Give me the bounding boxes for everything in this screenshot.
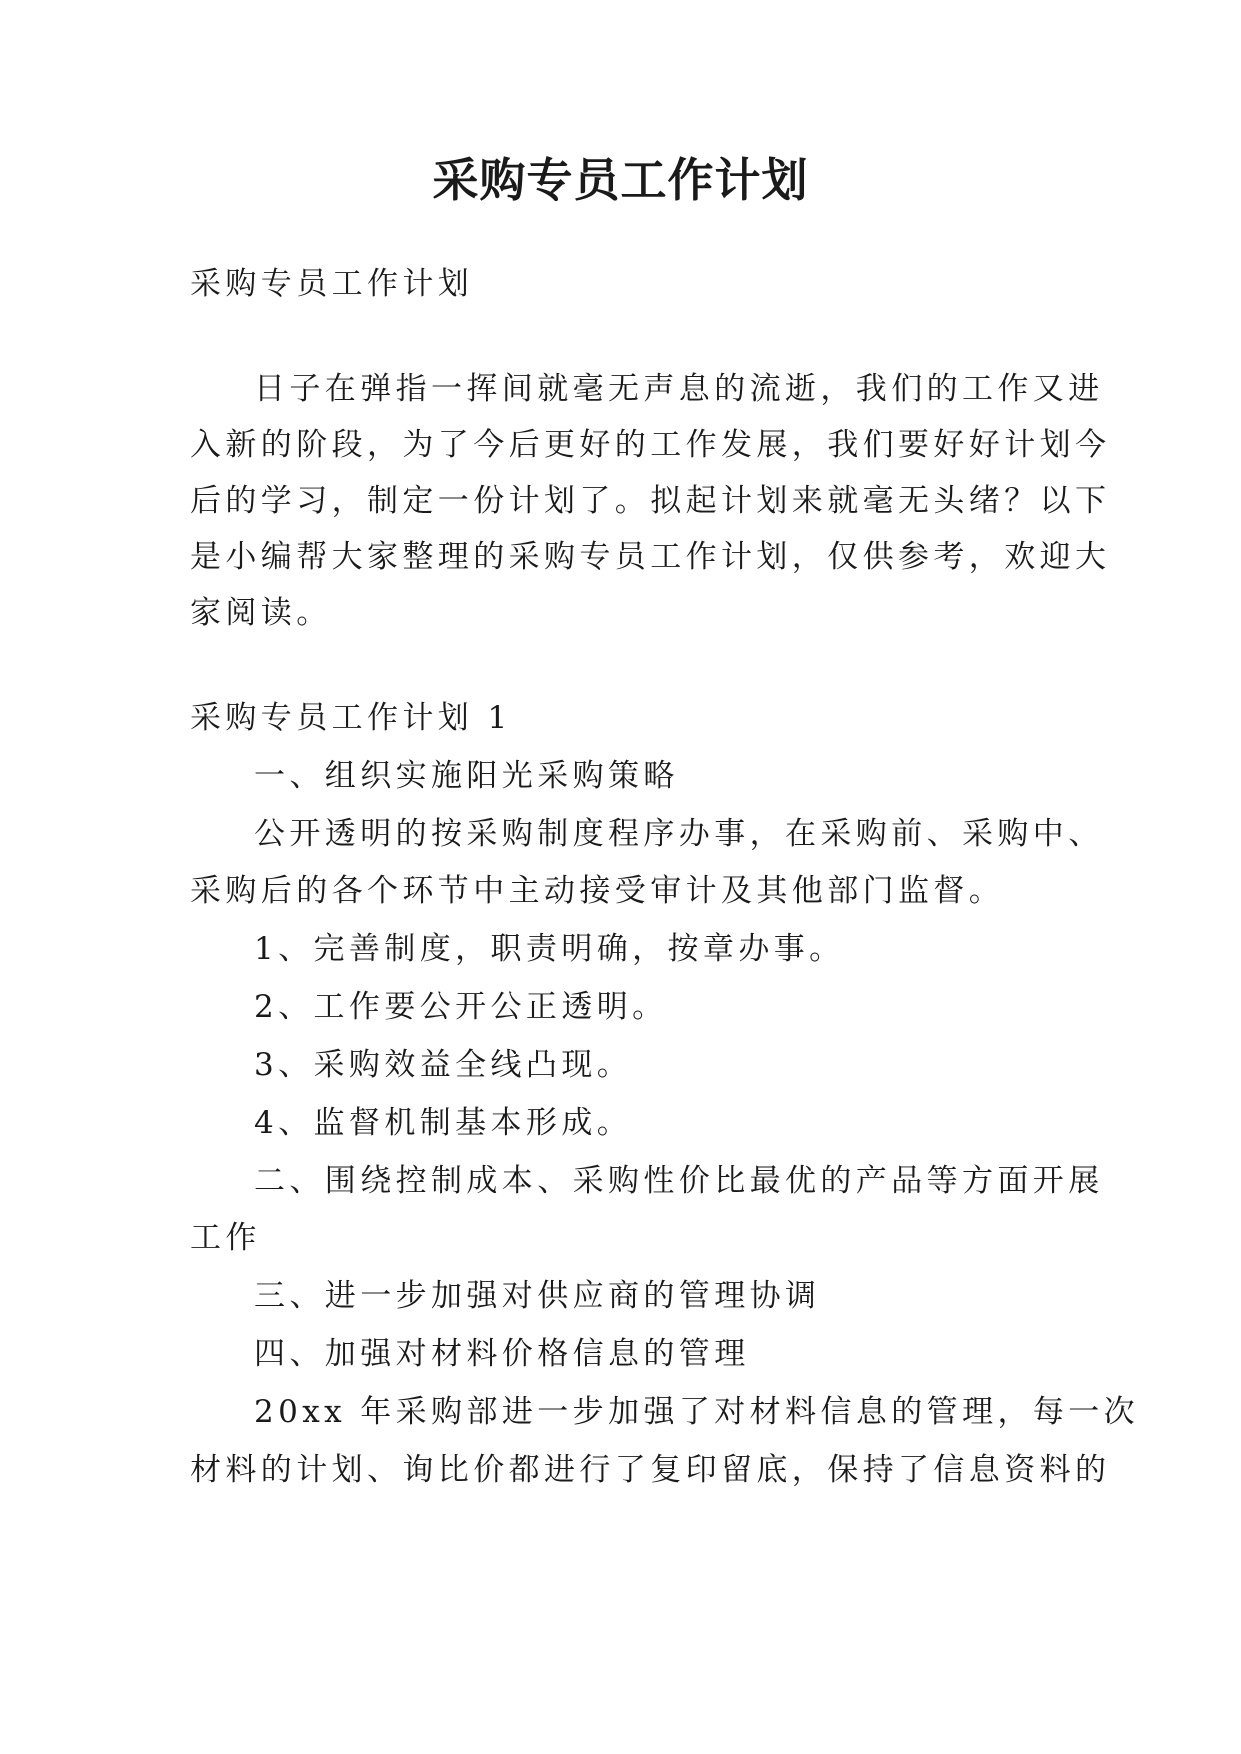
body-line-12: 20xx 年采购部进一步加强了对材料信息的管理，每一次 (254, 1394, 1140, 1430)
intro-line-1: 日子在弹指一挥间就毫无声息的流逝，我们的工作又进 (254, 371, 1104, 407)
document-subtitle: 采购专员工作计划 (190, 266, 474, 302)
body-line-10: 三、进一步加强对供应商的管理协调 (254, 1278, 821, 1314)
section-heading: 采购专员工作计划 1 (190, 700, 512, 736)
intro-line-5: 家阅读。 (190, 595, 332, 631)
body-line-11: 四、加强对材料价格信息的管理 (254, 1336, 750, 1372)
body-line-7: 4、监督机制基本形成。 (254, 1105, 633, 1141)
body-line-2: 公开透明的按采购制度程序办事，在采购前、采购中、 (254, 816, 1104, 852)
intro-line-3: 后的学习，制定一份计划了。拟起计划来就毫无头绪？以下 (190, 483, 1111, 519)
body-line-4: 1、完善制度，职责明确，按章办事。 (254, 931, 845, 967)
body-line-9: 工作 (190, 1220, 261, 1256)
body-line-1: 一、组织实施阳光采购策略 (254, 758, 679, 794)
body-line-5: 2、工作要公开公正透明。 (254, 989, 668, 1025)
body-line-13: 材料的计划、询比价都进行了复印留底，保持了信息资料的 (190, 1452, 1111, 1488)
document-title: 采购专员工作计划 (432, 153, 809, 207)
body-line-3: 采购后的各个环节中主动接受审计及其他部门监督。 (190, 873, 1005, 909)
intro-line-4: 是小编帮大家整理的采购专员工作计划，仅供参考，欢迎大 (190, 539, 1111, 575)
body-line-6: 3、采购效益全线凸现。 (254, 1047, 633, 1083)
intro-line-2: 入新的阶段，为了今后更好的工作发展，我们要好好计划今 (190, 427, 1111, 463)
body-line-8: 二、围绕控制成本、采购性价比最优的产品等方面开展 (254, 1163, 1104, 1199)
